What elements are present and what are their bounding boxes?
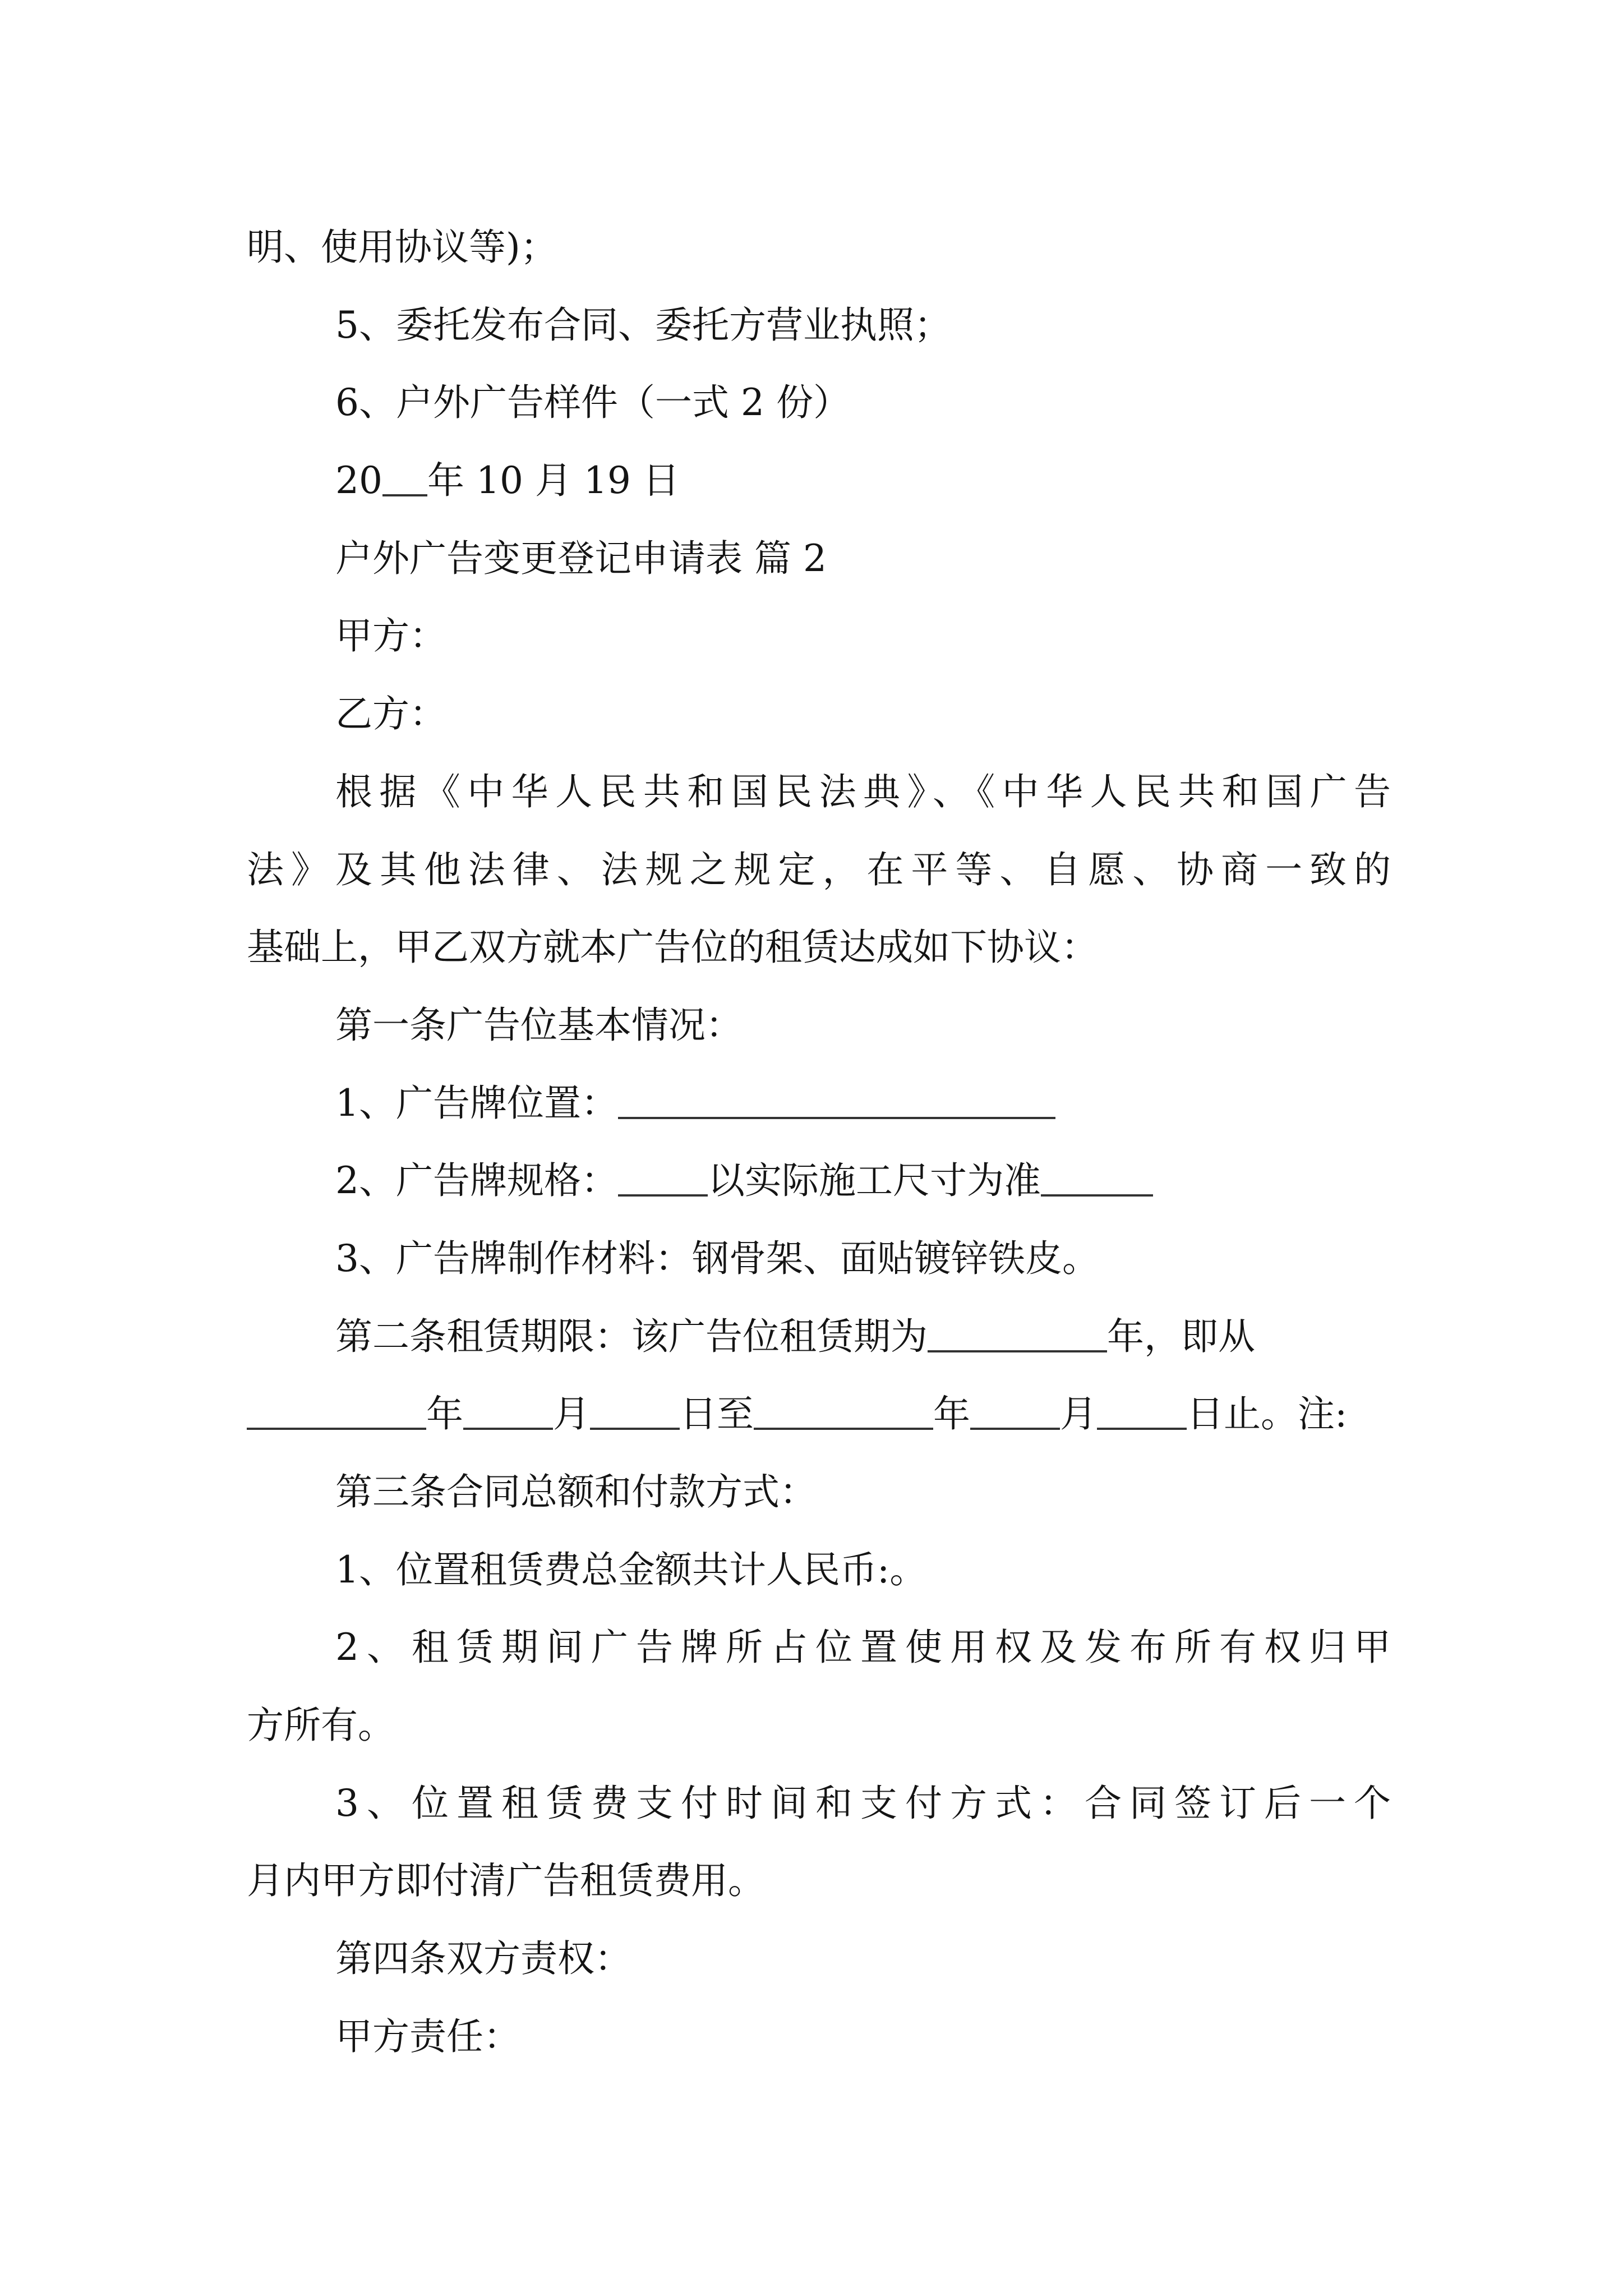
- line-text: 3、广告牌制作材料：钢骨架、面贴镀锌铁皮。: [335, 1236, 1099, 1280]
- end-day-blank: [1097, 1393, 1187, 1430]
- spec-blank-left: [618, 1159, 708, 1197]
- date-unit: 年: [933, 1392, 970, 1436]
- line-text: 明、使用协议等)；: [247, 226, 557, 269]
- line-text: 1、位置租赁费总金额共计人民币:。: [335, 1548, 927, 1591]
- party-a-duties-heading: [247, 1998, 1391, 2076]
- attachment-item-5: [247, 287, 1391, 365]
- article-heading: [247, 987, 1391, 1065]
- line-text: 根据《中华人民共和国民法典》、《中华人民共和国广告: [335, 770, 1391, 813]
- article-title: 第一条广告位基本情况：: [335, 1003, 743, 1047]
- year-blank: [382, 459, 427, 496]
- paragraph-line: [247, 209, 1391, 287]
- paragraph-line: [247, 1842, 1391, 1920]
- start-month-blank: [463, 1393, 553, 1430]
- lease-term-line: [247, 1298, 1391, 1376]
- article-heading: [247, 1920, 1391, 1998]
- attachment-item-6: [247, 364, 1391, 442]
- date-line: [247, 442, 1391, 520]
- paragraph-line: [247, 909, 1391, 987]
- line-text: 5、委托发布合同、委托方营业执照；: [335, 303, 951, 347]
- party-a-label: 甲方：: [335, 614, 446, 658]
- party-a-line: [247, 597, 1391, 675]
- article-title: 第四条双方责权：: [335, 1937, 631, 1981]
- line-text: 月内甲方即付清广告租赁费用。: [247, 1859, 765, 1903]
- date-rest: 年 10 月 19 日: [427, 459, 680, 503]
- lease-dates-line: [247, 1375, 1391, 1453]
- article-title: 第三条合同总额和付款方式：: [335, 1470, 817, 1513]
- billboard-spec-line: [247, 1142, 1391, 1220]
- document-body: [247, 209, 1391, 2076]
- paragraph-line: [247, 1609, 1391, 1687]
- paragraph-line: [247, 831, 1391, 909]
- paragraph-line: [247, 1531, 1391, 1609]
- end-year-blank: [754, 1393, 933, 1430]
- date-unit: 月: [1060, 1392, 1097, 1436]
- section-title: 户外广告变更登记申请表 篇 2: [335, 536, 827, 580]
- line-text: 方所有。: [247, 1704, 395, 1747]
- party-b-label: 乙方：: [335, 692, 446, 736]
- location-blank: [618, 1082, 1055, 1119]
- line-text: 年，即从: [1107, 1314, 1255, 1358]
- start-day-blank: [590, 1393, 680, 1430]
- line-text: 2、租赁期间广告牌所占位置使用权及发布所有权归甲: [335, 1626, 1391, 1669]
- date-unit: 日至: [680, 1392, 754, 1436]
- end-month-blank: [970, 1393, 1060, 1430]
- date-unit: 月: [553, 1392, 590, 1436]
- line-text: 6、户外广告样件（一式 2 份）: [335, 381, 850, 425]
- term-years-blank: [928, 1315, 1107, 1352]
- line-text: 法》及其他法律、法规之规定，在平等、自愿、协商一致的: [247, 848, 1391, 891]
- billboard-location-line: [247, 1065, 1391, 1143]
- spec-value: 以实际施工尺寸为准: [708, 1159, 1041, 1203]
- billboard-material-line: [247, 1220, 1391, 1298]
- date-year-prefix: 20: [335, 459, 382, 503]
- field-label: 2、广告牌规格：: [335, 1159, 618, 1203]
- line-text: 甲方责任：: [335, 2014, 520, 2058]
- date-unit: 日止。注:: [1187, 1392, 1348, 1436]
- section-heading: [247, 520, 1391, 598]
- field-label: 1、广告牌位置：: [335, 1081, 618, 1125]
- start-year-blank: [247, 1393, 426, 1430]
- paragraph-line: [247, 753, 1391, 831]
- spec-blank-right: [1041, 1159, 1153, 1197]
- line-text: 基础上，甲乙双方就本广告位的租赁达成如下协议：: [247, 926, 1098, 969]
- date-unit: 年: [426, 1392, 463, 1436]
- paragraph-line: [247, 1765, 1391, 1843]
- paragraph-line: [247, 1687, 1391, 1765]
- line-text: 第二条租赁期限：该广告位租赁期为: [335, 1314, 928, 1358]
- article-heading: [247, 1453, 1391, 1531]
- party-b-line: [247, 675, 1391, 753]
- line-text: 3、位置租赁费支付时间和支付方式：合同签订后一个: [335, 1781, 1391, 1825]
